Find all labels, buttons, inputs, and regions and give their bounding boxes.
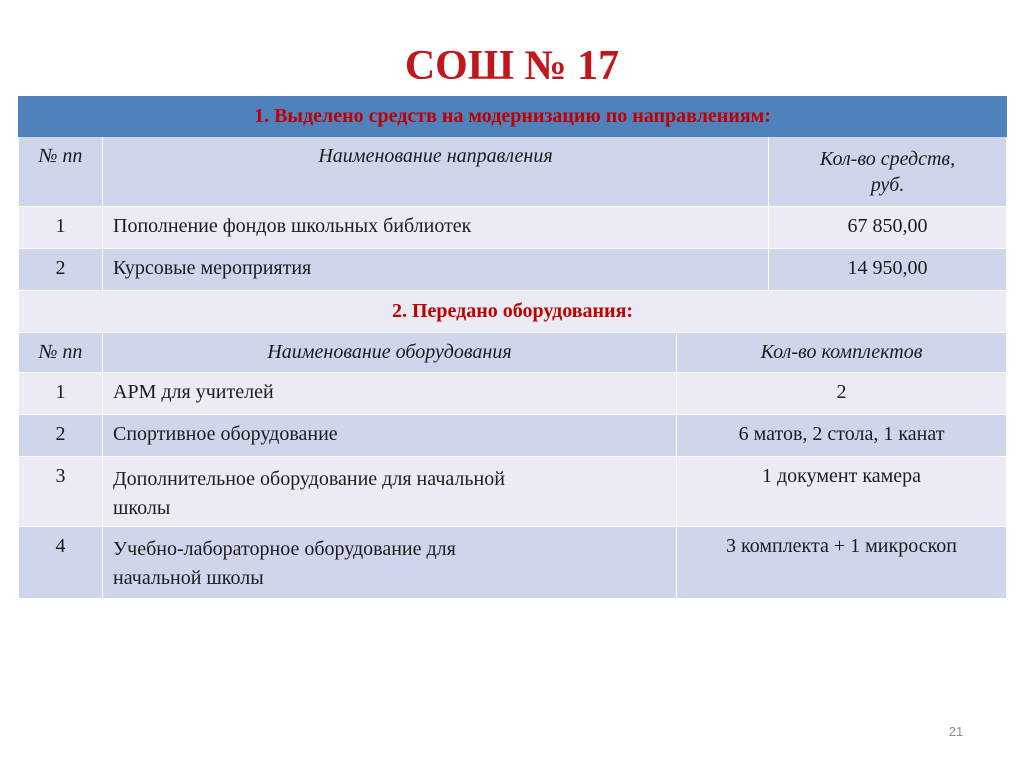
- row-name: Спортивное оборудование: [103, 415, 677, 457]
- modernization-table: [18, 96, 1007, 599]
- row-num: 1: [19, 373, 103, 415]
- section2-col-name: Наименование оборудования: [103, 333, 677, 373]
- slide-title: СОШ № 17: [404, 43, 620, 89]
- section1-col-num: № пп: [19, 137, 103, 207]
- section2-heading: 2. Передано оборудования:: [19, 291, 1007, 333]
- row-name: Пополнение фондов школьных библиотек: [103, 207, 769, 249]
- row-name-line2: начальной школы: [113, 567, 264, 589]
- section1-col-amount: [769, 137, 1007, 207]
- row-num: 1: [19, 207, 103, 249]
- table-row: [19, 415, 1007, 457]
- section1-heading-row: [19, 97, 1007, 137]
- row-name-line2: школы: [113, 497, 171, 519]
- row-name-line1: Учебно-лабораторное оборудование для: [113, 538, 456, 560]
- page-number: 21: [948, 724, 964, 739]
- row-name: Курсовые мероприятия: [103, 249, 769, 291]
- section1-column-header-row: [19, 137, 1007, 207]
- section2-column-header-row: [19, 333, 1007, 373]
- row-num: 3: [19, 457, 103, 527]
- section1-heading: 1. Выделено средств на модернизацию по направлениям:: [19, 97, 1007, 137]
- row-amount: 14 950,00: [769, 249, 1007, 291]
- table-row: [19, 207, 1007, 249]
- row-name: [103, 457, 677, 527]
- row-num: 4: [19, 527, 103, 599]
- table-row: [19, 527, 1007, 599]
- section2-col-num: № пп: [19, 333, 103, 373]
- row-name: АРМ для учителей: [103, 373, 677, 415]
- section1-col-amount-line1: Кол-во средств,: [819, 148, 956, 170]
- row-name: [103, 527, 677, 599]
- row-amount: 2: [677, 373, 1007, 415]
- table-row: [19, 457, 1007, 527]
- table-row: [19, 249, 1007, 291]
- row-num: 2: [19, 249, 103, 291]
- row-amount: 67 850,00: [769, 207, 1007, 249]
- section1-col-name: Наименование направления: [103, 137, 769, 207]
- section1-col-amount-line2: руб.: [870, 174, 905, 196]
- section2-col-amount: Кол-во комплектов: [677, 333, 1007, 373]
- table-row: [19, 373, 1007, 415]
- row-name-line1: Дополнительное оборудование для начальной: [113, 468, 505, 490]
- row-amount: 1 документ камера: [677, 457, 1007, 527]
- section2-heading-row: [19, 291, 1007, 333]
- row-num: 2: [19, 415, 103, 457]
- row-amount: 3 комплекта + 1 микроскоп: [677, 527, 1007, 599]
- row-amount: 6 матов, 2 стола, 1 канат: [677, 415, 1007, 457]
